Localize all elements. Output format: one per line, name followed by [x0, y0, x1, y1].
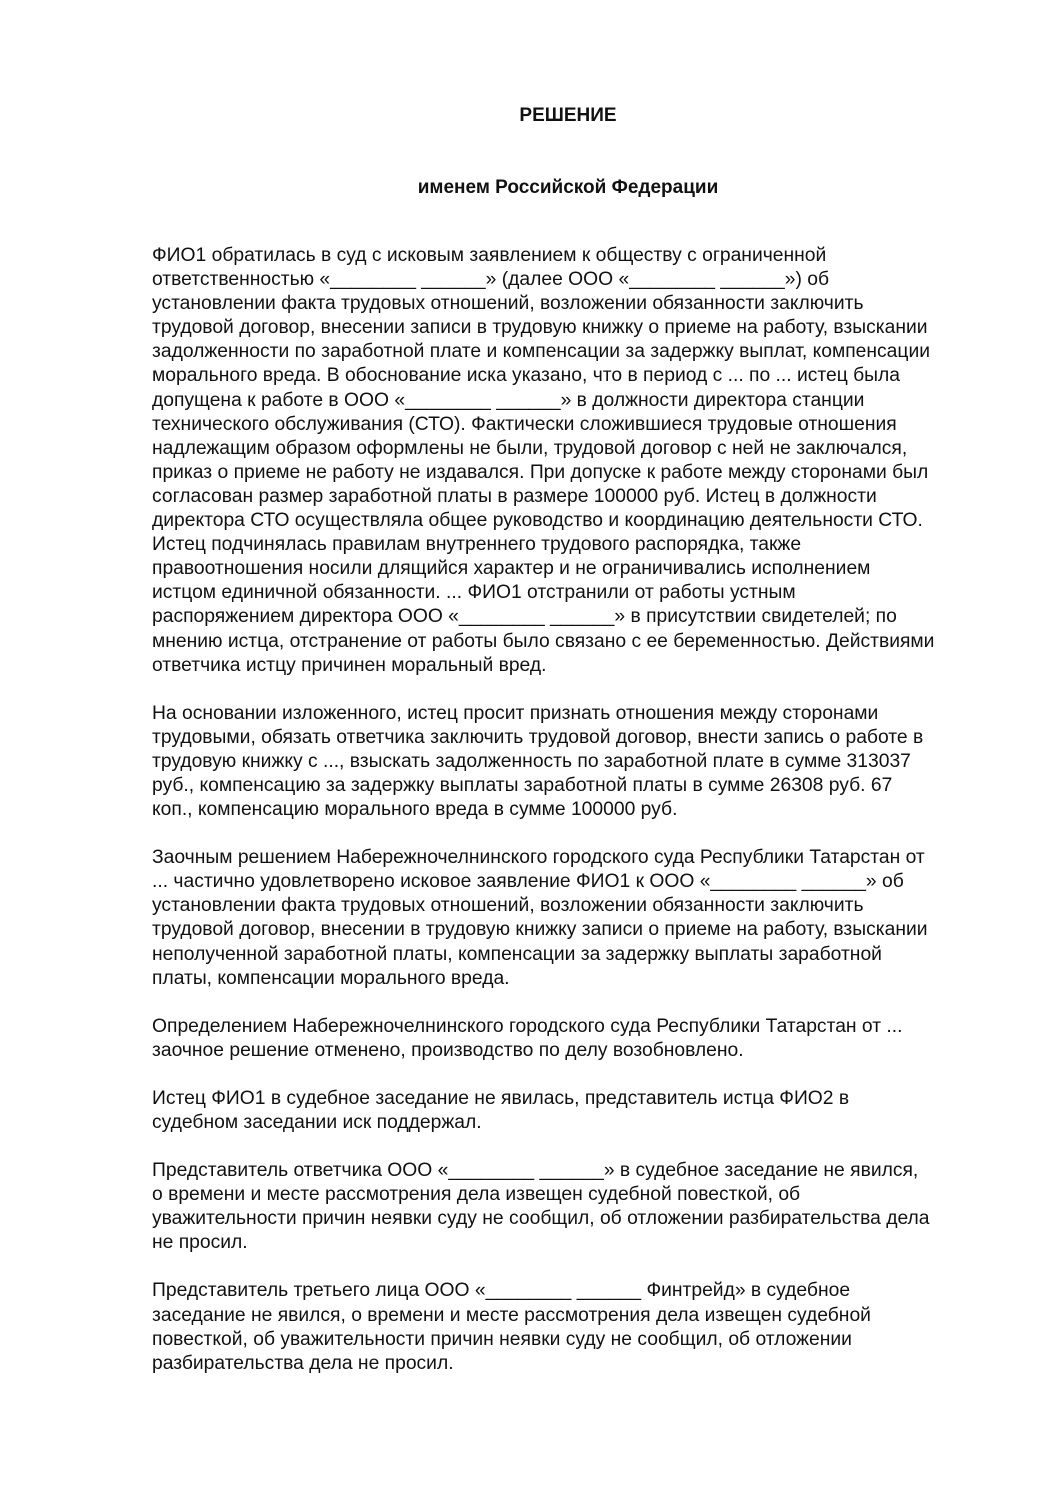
text-line: Заочным решением Набережночелнинского городского суда Республики Татарстан от [152, 847, 925, 869]
paragraph-default-judgment [152, 846, 992, 991]
text-line: мнению истца, отстранение от работы было связано с ее беременностью. Действиями [152, 630, 935, 652]
text-line: ... частично удовлетворено исковое заявление ФИО1 к ООО «________ ______» об [152, 871, 904, 893]
text-line: ФИО1 обратилась в суд с исковым заявлением к обществу с ограниченной [152, 245, 827, 266]
document-title: РЕШЕНИЕ [519, 105, 617, 126]
text-line: неполученной заработной платы, компенсации за задержку выплаты заработной [152, 943, 882, 965]
text-line: Определением Набережночелнинского городского суда Республики Татарстан от ... [152, 1015, 903, 1037]
text-line: На основании изложенного, истец просит признать отношения между сторонами [152, 702, 879, 724]
text-line: трудовыми, обязать ответчика заключить трудовой договор, внести запись о работе в [152, 726, 924, 748]
text-line: надлежащим образом оформлены не были, трудовой договор с ней не заключался, [152, 437, 908, 459]
text-line: морального вреда. В обоснование иска указано, что в период с ... по ... истец была [152, 365, 901, 387]
paragraph-demands [152, 702, 992, 822]
text-line: задолженности по заработной плате и компенсации за задержку выплат, компенсации [152, 341, 930, 363]
text-line: технического обслуживания (СТО). Фактически сложившиеся трудовые отношения [152, 413, 897, 435]
text-line: заседание не явился, о времени и месте рассмотрения дела извещен судебной [152, 1304, 871, 1326]
text-line: уважительности причин неявки суду не сообщил, об отложении разбирательства дела [152, 1208, 930, 1230]
text-line: повесткой, об уважительности причин неявки суду не сообщил, об отложении [152, 1328, 852, 1350]
text-line: допущена к работе в ООО «________ ______» в должности директора станции [152, 389, 865, 411]
paragraph-plaintiff [152, 1087, 992, 1135]
text-line: установлении факта трудовых отношений, возложении обязанности заключить [152, 293, 864, 315]
text-line: согласован размер заработной платы в размере 100000 руб. Истец в должности [152, 485, 877, 507]
paragraph-claim [152, 244, 992, 678]
text-line: трудовой договор, внесении в трудовую книжку записи о приеме на работу, взыскании [152, 919, 928, 941]
text-line: правоотношения носили длящийся характер и не ограничивались исполнением [152, 558, 871, 580]
text-line: Представитель третьего лица ООО «________ ______ Финтрейд» в судебное [152, 1280, 851, 1302]
text-line: Истец подчинялась правилам внутреннего трудового распорядка, также [152, 534, 802, 556]
document-subtitle: именем Российской Федерации [417, 177, 719, 198]
text-line: истцом единичной обязанности. ... ФИО1 отстранили от работы устным [152, 582, 796, 604]
text-line: ответственностью «________ ______» (далее ООО «________ ______») об [152, 269, 829, 291]
paragraph-third-party [152, 1279, 992, 1375]
text-line: приказ о приеме не работу не издавался. При допуске к работе между сторонами был [152, 461, 929, 483]
document-body [152, 244, 992, 1400]
text-line: Представитель ответчика ООО «________ ______» в судебное заседание не явился, [152, 1160, 919, 1182]
text-line: платы, компенсации морального вреда. [152, 967, 510, 989]
text-line: судебном заседании иск поддержал. [152, 1112, 482, 1133]
text-line: распоряжением директора ООО «________ ______» в присутствии свидетелей; по [152, 606, 897, 628]
text-line: директора СТО осуществляла общее руководство и координацию деятельности СТО. [152, 510, 923, 532]
text-line: разбирательства дела не просил. [152, 1352, 454, 1374]
text-line: заочное решение отменено, производство по делу возобновлено. [152, 1039, 744, 1061]
text-line: Истец ФИО1 в судебное заседание не явилась, представитель истца ФИО2 в [152, 1087, 850, 1109]
text-line: установлении факта трудовых отношений, возложении обязанности заключить [152, 895, 864, 917]
paragraph-cancellation [152, 1015, 992, 1063]
text-line: не просил. [152, 1232, 248, 1254]
text-line: трудовую книжку с ..., взыскать задолженность по заработной плате в сумме 313037 [152, 750, 911, 772]
text-line: руб., компенсацию за задержку выплаты заработной платы в сумме 26308 руб. 67 [152, 774, 893, 796]
text-line: коп., компенсацию морального вреда в сумме 100000 руб. [152, 799, 678, 821]
text-line: ответчика истцу причинен моральный вред. [152, 654, 547, 676]
text-line: трудовой договор, внесении записи в трудовую книжку о приеме на работу, взыскании [152, 317, 928, 339]
paragraph-defendant [152, 1159, 992, 1255]
text-line: о времени и месте рассмотрения дела извещен судебной повесткой, об [152, 1184, 801, 1206]
